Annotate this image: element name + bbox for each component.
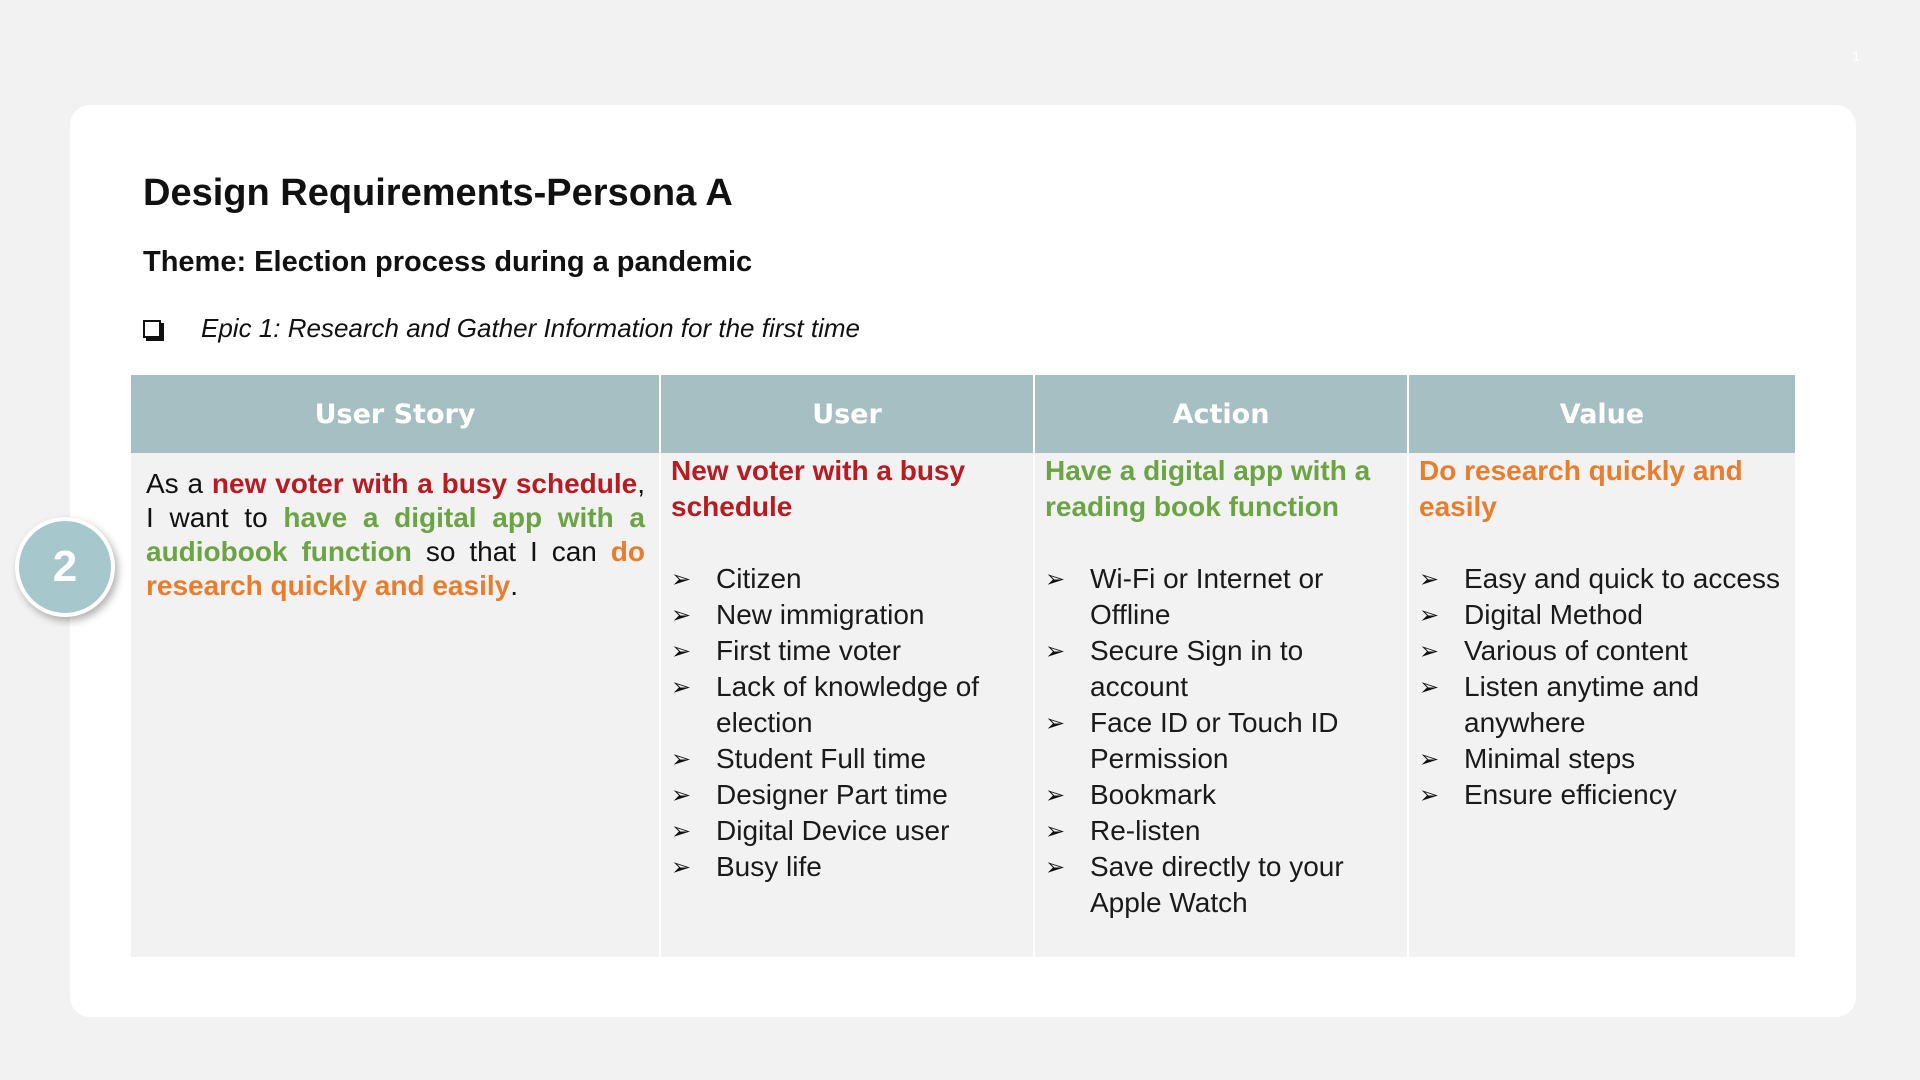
list-item [671, 669, 1023, 741]
user-cell [660, 453, 1034, 957]
story-user-highlight: new voter with a busy schedule [211, 468, 638, 499]
list-item-text: Listen anytime and anywhere [1464, 671, 1700, 738]
list-item-text: New immigration [716, 599, 925, 630]
list-item-text: First time voter [716, 635, 902, 666]
list-item-text: Easy and quick to access [1464, 563, 1780, 594]
header-user: User [660, 375, 1034, 453]
story-value-highlight: do research quickly and easily [146, 536, 645, 601]
user-heading: New voter with a busy schedule [671, 455, 966, 522]
arrow-bullet-icon: ➢ [1045, 853, 1066, 881]
arrow-bullet-icon: ➢ [671, 853, 692, 881]
list-item-text: Student Full time [716, 743, 927, 774]
step-badge: 2 [15, 517, 115, 617]
action-list [1045, 561, 1397, 921]
header-value: Value [1408, 375, 1795, 453]
list-item [1419, 561, 1785, 597]
list-item [1045, 633, 1397, 705]
user-story-text [146, 467, 645, 603]
arrow-bullet-icon: ➢ [671, 637, 692, 665]
list-item-text: Digital Method [1464, 599, 1643, 630]
story-part: As a [146, 468, 212, 499]
list-item-text: Lack of knowledge of election [716, 671, 980, 738]
table-row [131, 453, 1795, 957]
list-item-text: Secure Sign in to account [1090, 635, 1304, 702]
list-item-text: Digital Device user [716, 815, 950, 846]
list-item [1419, 597, 1785, 633]
list-item [671, 813, 1023, 849]
story-action-highlight: have a digital app with a audiobook function [146, 502, 645, 567]
page-title: Design Requirements-Persona A [143, 172, 733, 214]
arrow-bullet-icon: ➢ [671, 601, 692, 629]
arrow-bullet-icon: ➢ [1045, 817, 1066, 845]
list-item-text: Busy life [716, 851, 822, 882]
list-item-text: Various of content [1464, 635, 1688, 666]
value-list [1419, 561, 1785, 813]
epic-text: Epic 1: Research and Gather Information for the first time [201, 313, 860, 343]
list-item [671, 633, 1023, 669]
list-item [671, 561, 1023, 597]
story-part: . [510, 570, 518, 601]
list-item [1419, 741, 1785, 777]
action-cell [1034, 453, 1408, 957]
arrow-bullet-icon: ➢ [671, 781, 692, 809]
list-item-text: Bookmark [1090, 779, 1217, 810]
arrow-bullet-icon: ➢ [1419, 745, 1440, 773]
list-item-text: Citizen [716, 563, 802, 594]
list-item-text: Re-listen [1090, 815, 1201, 846]
arrow-bullet-icon: ➢ [671, 565, 692, 593]
list-item [1419, 669, 1785, 741]
list-item [671, 777, 1023, 813]
header-user-story: User Story [131, 375, 660, 453]
table-header-row [131, 375, 1795, 453]
list-item [1045, 561, 1397, 633]
arrow-bullet-icon: ➢ [1045, 637, 1066, 665]
checkbox-icon [143, 320, 161, 338]
requirements-table [131, 375, 1795, 957]
arrow-bullet-icon: ➢ [1045, 709, 1066, 737]
list-item [1045, 777, 1397, 813]
list-item-text: Face ID or Touch ID Permission [1090, 707, 1339, 774]
list-item [1045, 813, 1397, 849]
arrow-bullet-icon: ➢ [1419, 781, 1440, 809]
list-item-text: Wi-Fi or Internet or Offline [1090, 563, 1324, 630]
page-number: 1 [1852, 48, 1860, 64]
arrow-bullet-icon: ➢ [1045, 781, 1066, 809]
list-item [1419, 633, 1785, 669]
list-item [671, 597, 1023, 633]
list-item-text: Minimal steps [1464, 743, 1636, 774]
arrow-bullet-icon: ➢ [1419, 565, 1440, 593]
list-item-text: Ensure efficiency [1464, 779, 1677, 810]
value-heading: Do research quickly and easily [1419, 455, 1743, 522]
user-story-cell [131, 453, 660, 957]
story-part: , I want to [146, 468, 646, 533]
action-heading: Have a digital app with a reading book function [1045, 455, 1371, 522]
arrow-bullet-icon: ➢ [671, 817, 692, 845]
user-list [671, 561, 1023, 885]
epic-line [143, 313, 860, 344]
list-item [671, 849, 1023, 885]
arrow-bullet-icon: ➢ [1419, 601, 1440, 629]
header-action: Action [1034, 375, 1408, 453]
value-cell [1408, 453, 1795, 957]
story-part: so that I can [411, 536, 611, 567]
list-item [1045, 849, 1397, 921]
list-item [671, 741, 1023, 777]
arrow-bullet-icon: ➢ [671, 745, 692, 773]
list-item [1045, 705, 1397, 777]
arrow-bullet-icon: ➢ [1045, 565, 1066, 593]
arrow-bullet-icon: ➢ [1419, 673, 1440, 701]
list-item [1419, 777, 1785, 813]
theme-heading: Theme: Election process during a pandemic [143, 246, 753, 278]
arrow-bullet-icon: ➢ [671, 673, 692, 701]
arrow-bullet-icon: ➢ [1419, 637, 1440, 665]
list-item-text: Save directly to your Apple Watch [1090, 851, 1344, 918]
list-item-text: Designer Part time [716, 779, 948, 810]
